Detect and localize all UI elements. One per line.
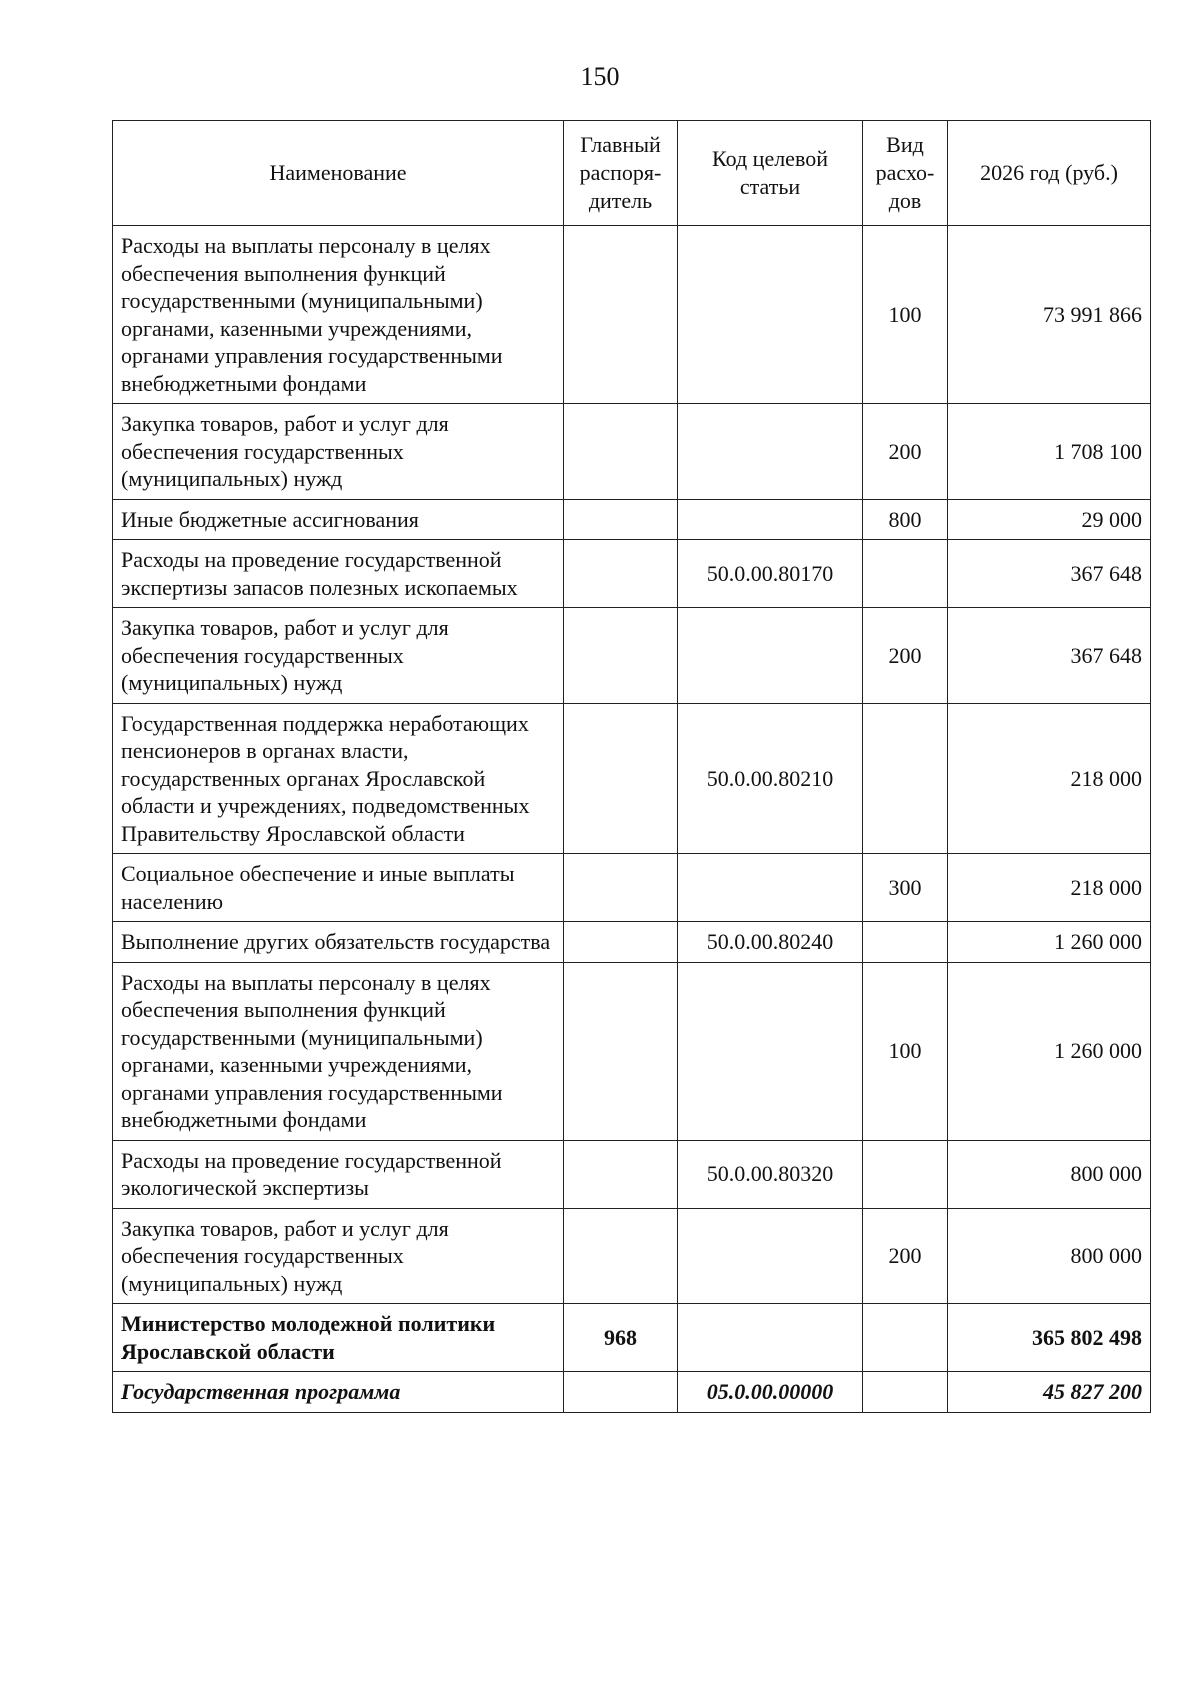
cell-name: Закупка товаров, работ и услуг для обеспечения государственных (муниципальных) нужд xyxy=(113,404,564,500)
cell-admin xyxy=(564,1208,678,1304)
cell-amount: 218 000 xyxy=(948,703,1151,854)
cell-amount: 800 000 xyxy=(948,1140,1151,1208)
table-row xyxy=(113,962,1151,1140)
cell-type xyxy=(863,1372,948,1413)
cell-type xyxy=(863,1140,948,1208)
header-code: Код целевой статьи xyxy=(678,121,863,226)
table-row xyxy=(113,540,1151,608)
cell-code: 50.0.00.80170 xyxy=(678,540,863,608)
cell-name: Расходы на проведение государственной экологической экспертизы xyxy=(113,1140,564,1208)
cell-type: 100 xyxy=(863,962,948,1140)
cell-admin xyxy=(564,499,678,540)
cell-type: 200 xyxy=(863,1208,948,1304)
cell-code xyxy=(678,854,863,922)
cell-type: 300 xyxy=(863,854,948,922)
cell-amount: 1 260 000 xyxy=(948,922,1151,963)
cell-admin xyxy=(564,404,678,500)
table-row xyxy=(113,1372,1151,1413)
cell-name: Закупка товаров, работ и услуг для обеспечения государственных (муниципальных) нужд xyxy=(113,608,564,704)
cell-amount: 73 991 866 xyxy=(948,226,1151,404)
header-amount: 2026 год (руб.) xyxy=(948,121,1151,226)
cell-admin xyxy=(564,1140,678,1208)
table-row xyxy=(113,499,1151,540)
cell-type xyxy=(863,922,948,963)
table-body xyxy=(113,226,1151,1413)
table-row xyxy=(113,854,1151,922)
table-row xyxy=(113,404,1151,500)
page-number: 150 xyxy=(580,62,620,91)
cell-admin xyxy=(564,962,678,1140)
cell-code: 50.0.00.80210 xyxy=(678,703,863,854)
cell-code: 50.0.00.80320 xyxy=(678,1140,863,1208)
cell-type: 100 xyxy=(863,226,948,404)
header-admin: Главный распоря-дитель xyxy=(564,121,678,226)
cell-code: 05.0.00.00000 xyxy=(678,1372,863,1413)
cell-code xyxy=(678,608,863,704)
header-name: Наименование xyxy=(113,121,564,226)
cell-name: Расходы на проведение государственной экспертизы запасов полезных ископаемых xyxy=(113,540,564,608)
cell-name: Иные бюджетные ассигнования xyxy=(113,499,564,540)
cell-code xyxy=(678,404,863,500)
table-row xyxy=(113,1304,1151,1372)
cell-code xyxy=(678,226,863,404)
table-row xyxy=(113,1140,1151,1208)
header-type: Вид расхо-дов xyxy=(863,121,948,226)
cell-name: Министерство молодежной политики Ярославской области xyxy=(113,1304,564,1372)
cell-admin xyxy=(564,226,678,404)
cell-admin xyxy=(564,703,678,854)
cell-name: Государственная поддержка неработающих пенсионеров в органах власти, государственных органах Ярославской области и учреждениях, подведомственных Правительству Ярославской области xyxy=(113,703,564,854)
cell-name: Закупка товаров, работ и услуг для обеспечения государственных (муниципальных) нужд xyxy=(113,1208,564,1304)
cell-name: Выполнение других обязательств государства xyxy=(113,922,564,963)
cell-code xyxy=(678,962,863,1140)
table-row xyxy=(113,703,1151,854)
budget-table xyxy=(112,120,1151,1413)
cell-amount: 218 000 xyxy=(948,854,1151,922)
table-row xyxy=(113,1208,1151,1304)
cell-name: Расходы на выплаты персоналу в целях обеспечения выполнения функций государственными (муниципальными) органами, казенными учреждениями, органами управления государственными внебюджетными фондами xyxy=(113,226,564,404)
cell-code xyxy=(678,499,863,540)
cell-amount: 367 648 xyxy=(948,608,1151,704)
cell-amount: 1 260 000 xyxy=(948,962,1151,1140)
cell-admin xyxy=(564,540,678,608)
cell-admin: 968 xyxy=(564,1304,678,1372)
cell-type: 800 xyxy=(863,499,948,540)
cell-type xyxy=(863,540,948,608)
table-row xyxy=(113,608,1151,704)
cell-name: Социальное обеспечение и иные выплаты населению xyxy=(113,854,564,922)
cell-admin xyxy=(564,1372,678,1413)
cell-code xyxy=(678,1304,863,1372)
cell-type xyxy=(863,703,948,854)
table-row xyxy=(113,922,1151,963)
cell-name: Государственная программа xyxy=(113,1372,564,1413)
cell-admin xyxy=(564,922,678,963)
cell-admin xyxy=(564,608,678,704)
cell-admin xyxy=(564,854,678,922)
table-header-row xyxy=(113,121,1151,226)
cell-amount: 29 000 xyxy=(948,499,1151,540)
cell-amount: 367 648 xyxy=(948,540,1151,608)
cell-amount: 800 000 xyxy=(948,1208,1151,1304)
cell-code xyxy=(678,1208,863,1304)
cell-type: 200 xyxy=(863,404,948,500)
cell-amount: 365 802 498 xyxy=(948,1304,1151,1372)
table-row xyxy=(113,226,1151,404)
cell-type: 200 xyxy=(863,608,948,704)
cell-amount: 45 827 200 xyxy=(948,1372,1151,1413)
cell-type xyxy=(863,1304,948,1372)
cell-code: 50.0.00.80240 xyxy=(678,922,863,963)
cell-name: Расходы на выплаты персоналу в целях обеспечения выполнения функций государственными (муниципальными) органами, казенными учреждениями, органами управления государственными внебюджетными фондами xyxy=(113,962,564,1140)
cell-amount: 1 708 100 xyxy=(948,404,1151,500)
